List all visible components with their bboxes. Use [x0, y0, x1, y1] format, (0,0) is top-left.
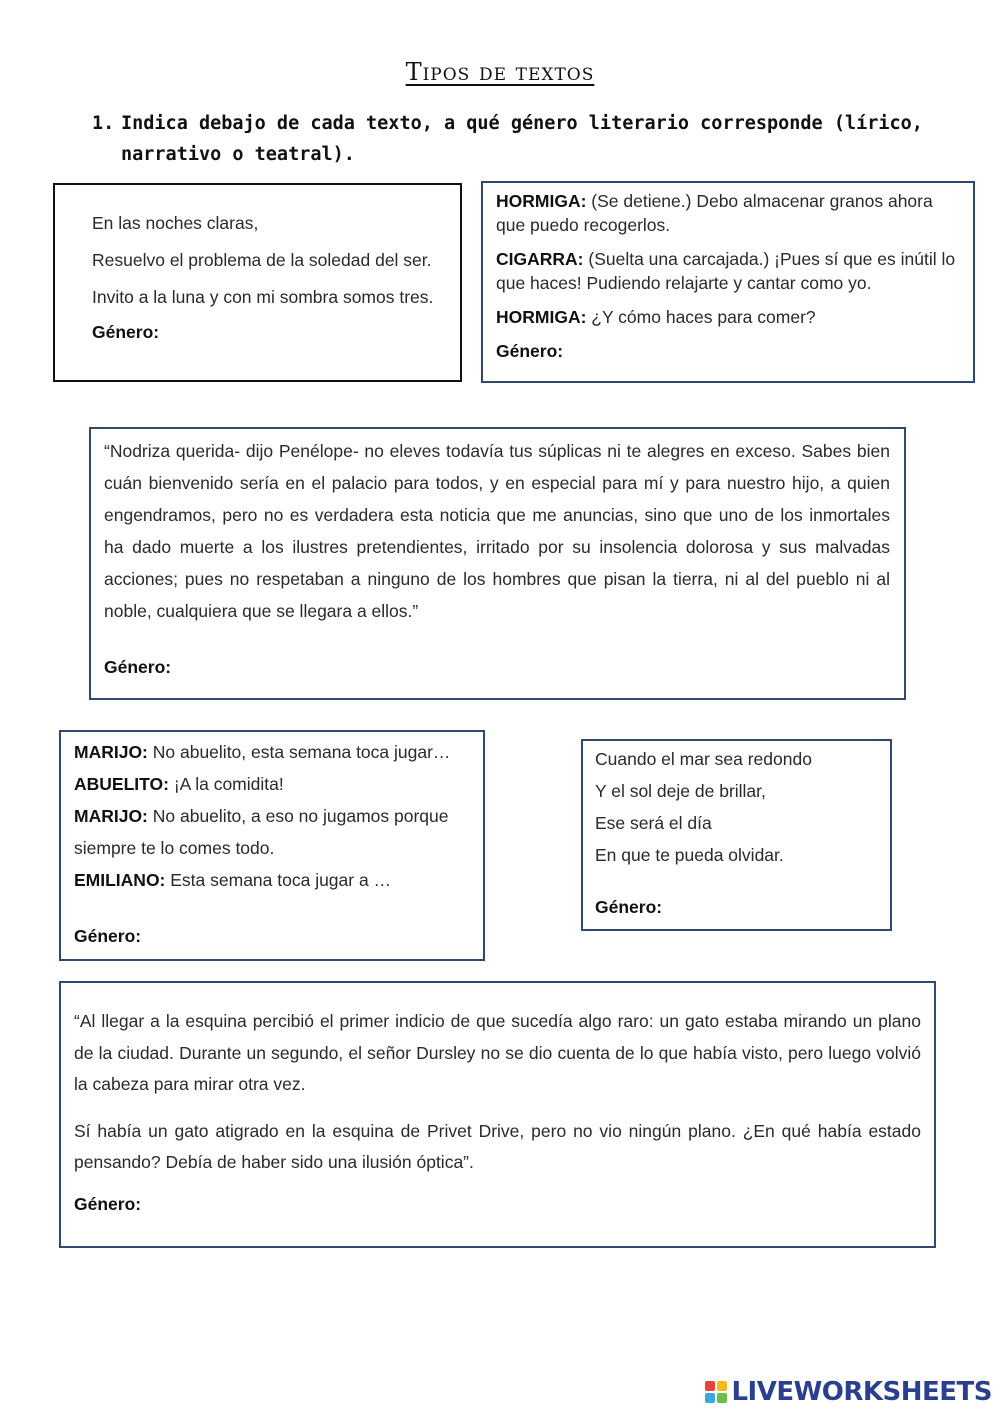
speaker-name: EMILIANO:	[74, 870, 166, 890]
dialogue-turn	[496, 305, 963, 329]
narrative-paragraph: Sí había un gato atigrado en la esquina de Privet Drive, pero no vio ningún plano. ¿En qué había estado pensando? Debía de haber sido una ilusión óptica”.	[74, 1120, 921, 1172]
text-box-narrative-2	[59, 981, 936, 1248]
text-box-dialogue-1	[481, 181, 975, 383]
genre-label[interactable]: Género:	[496, 341, 564, 361]
dialogue-turn	[74, 800, 475, 864]
speaker-name: ABUELITO:	[74, 774, 169, 794]
narrative-paragraph: “Nodriza querida- dijo Penélope- no eleves todavía tus súplicas ni te alegres en exceso. Sabes bien cuán bienvenido sería en el palacio para todos, y en especial para mí y para nuestro hijo, a quien engendramos, pero no es verdadera esta noticia que me anuncias, sino que uno de los inmortales ha dado muerte a los ilustres pretendientes, irritado por su insolencia dolorosa y sus malvadas acciones; pues no respetaban a ninguno de los hombres que pisan la tierra, ni al del pueblo ni al noble, cualquiera que se llegara a ellos.”	[104, 441, 890, 621]
liveworksheets-logo	[705, 1377, 992, 1407]
dialogue-text: ¡A la comidita!	[168, 774, 284, 794]
poem-line: En que te pueda olvidar.	[595, 845, 784, 865]
dialogue-turn	[74, 736, 475, 768]
poem-line: Cuando el mar sea redondo	[595, 749, 812, 769]
dialogue-turn	[74, 864, 475, 896]
poem-line: Resuelvo el problema de la soledad del ser.	[92, 250, 432, 270]
speaker-name: MARIJO:	[74, 742, 148, 762]
dialogue-text: No abuelito, a eso no jugamos porque siempre te lo comes todo.	[74, 806, 449, 858]
instruction	[92, 108, 952, 170]
speaker-name: CIGARRA:	[496, 249, 584, 269]
text-box-dialogue-2	[59, 730, 485, 961]
page-title: Tipos de textos	[405, 58, 595, 86]
poem-line: Y el sol deje de brillar,	[595, 781, 766, 801]
dialogue-text: ¿Y cómo haces para comer?	[586, 307, 816, 327]
genre-label[interactable]: Género:	[92, 322, 160, 342]
narrative-paragraph: “Al llegar a la esquina percibió el primer indicio de que sucedía algo raro: un gato estaba mirando un plano de la ciudad. Durante un segundo, el señor Dursley no se dio cuenta de lo que había visto, pero luego volvió la cabeza para mirar otra vez.	[74, 1011, 921, 1094]
genre-label[interactable]: Género:	[74, 1193, 142, 1214]
speaker-name: HORMIGA:	[496, 307, 587, 327]
speaker-name: MARIJO:	[74, 806, 148, 826]
dialogue-text: Esta semana toca jugar a …	[165, 870, 392, 890]
liveworksheets-icon	[705, 1381, 727, 1403]
poem-line: En las noches claras,	[92, 213, 259, 233]
dialogue-turn	[74, 768, 475, 800]
instruction-number: 1.	[92, 113, 115, 134]
instruction-text: Indica debajo de cada texto, a qué género literario corresponde (lírico, narrativo o teatral).	[121, 113, 923, 165]
dialogue-text: (Se detiene.) Debo almacenar granos ahora que puedo recogerlos.	[496, 191, 933, 235]
dialogue-text: No abuelito, esta semana toca jugar…	[147, 742, 451, 762]
dialogue-text: (Suelta una carcajada.) ¡Pues sí que es inútil lo que haces! Pudiendo relajarte y cantar como yo.	[496, 249, 956, 293]
genre-label[interactable]: Género:	[595, 897, 663, 917]
poem-line: Ese será el día	[595, 813, 712, 833]
genre-label[interactable]: Género:	[104, 657, 172, 677]
speaker-name: HORMIGA:	[496, 191, 587, 211]
brand-name: LIVEWORKSHEETS	[731, 1377, 992, 1407]
dialogue-turn	[496, 189, 963, 237]
text-box-narrative-1	[89, 427, 906, 700]
poem-line: Invito a la luna y con mi sombra somos tres.	[92, 287, 434, 307]
genre-label[interactable]: Género:	[74, 926, 142, 946]
dialogue-turn	[496, 247, 963, 295]
text-box-poem-2	[581, 739, 892, 931]
text-box-poem-1	[53, 183, 462, 382]
